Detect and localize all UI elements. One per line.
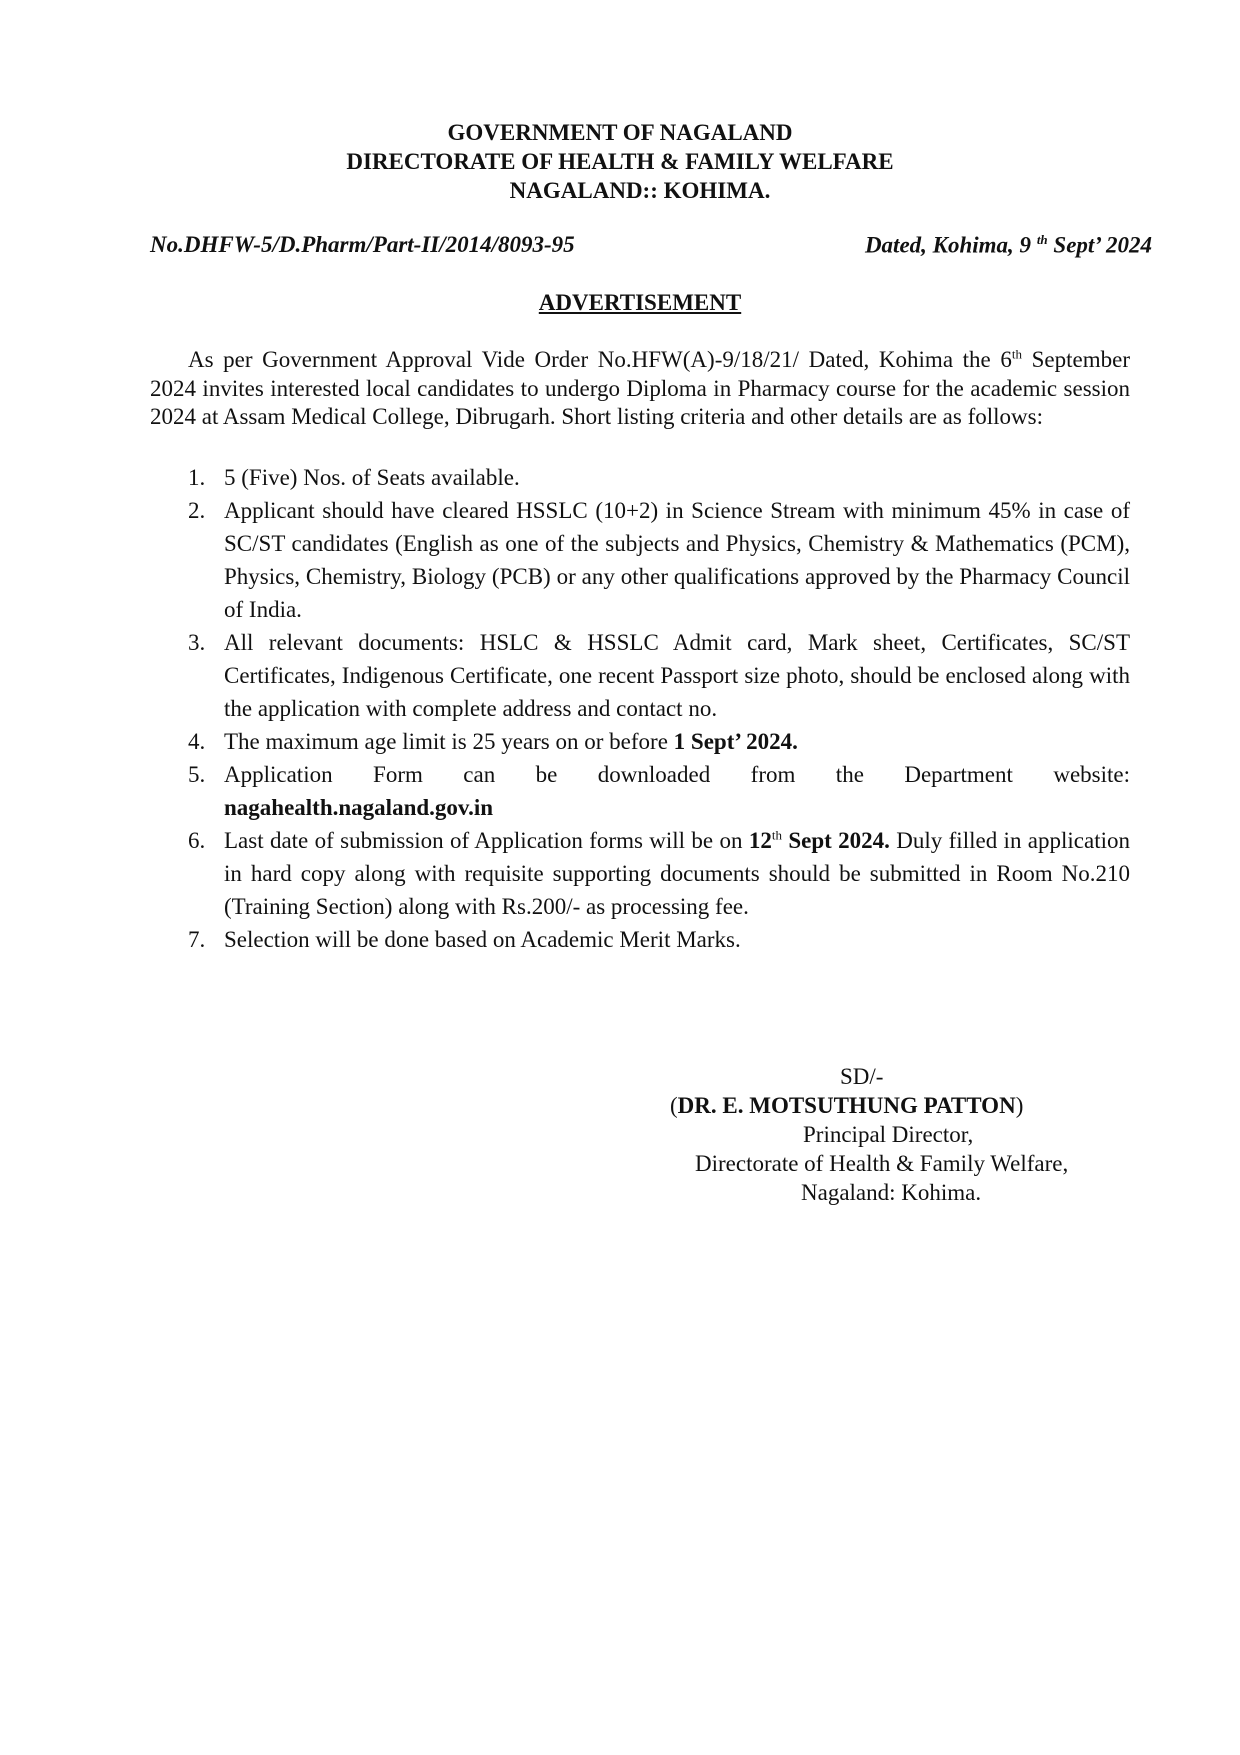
list-item: 6. Last date of submission of Application forms will be on 12th Sept 2024. Duly filled in application in hard copy along with requisite supporting documents should be submitted in Room No.210 (Training Section) along with Rs.200/- as processing fee. [188,827,1130,919]
reference-line [150,232,1152,259]
list-item: 3. All relevant documents: HSLC & HSSLC Admit card, Mark sheet, Certificates, SC/ST Certificates, Indigenous Certificate, one recent Passport size photo, should be enclosed along with the application with complete address and contact no. [188,630,1130,721]
signatory-name: (DR. E. MOTSUTHUNG PATTON) [670,1093,1024,1118]
letterhead [0,118,1240,205]
criteria-list [150,461,1130,956]
list-item: 1. 5 (Five) Nos. of Seats available. [188,465,520,490]
signatory-department: Directorate of Health & Family Welfare, [695,1151,1069,1176]
signatory-designation: Principal Director, [803,1122,974,1147]
header-government: GOVERNMENT OF NAGALAND [447,120,793,145]
signatory-place: Nagaland: Kohima. [801,1180,982,1205]
list-item: 7. Selection will be done based on Academic Merit Marks. [188,927,741,952]
list-item: 2. Applicant should have cleared HSSLC (10+2) in Science Stream with minimum 45% in case of SC/ST candidates (English as one of the subjects and Physics, Chemistry & Mathematics (PCM), Physics, Chemistry, Biology (PCB) or any other qualifications approved by the Pharmacy Council of India. [188,498,1130,622]
reference-number: No.DHFW-5/D.Pharm/Part-II/2014/8093-95 [150,232,575,257]
intro-paragraph: As per Government Approval Vide Order No.HFW(A)-9/18/21/ Dated, Kohima the 6th September 2024 invites interested local candidates to undergo Diploma in Pharmacy course for the academic session 2024 at Assam Medical College, Dibrugarh. Short listing criteria and other details are as follows: [150,346,1130,429]
list-item: 5. Application Form can be downloaded from the Department website: nagahealth.nagaland.gov.in [188,762,1130,820]
header-directorate: DIRECTORATE OF HEALTH & FAMILY WELFARE [346,149,894,174]
page-title: ADVERTISEMENT [538,290,742,315]
reference-date: Dated, Kohima, 9 $^{th}$ Sept’ 2024 [864,232,1152,258]
header-location: NAGALAND:: KOHIMA. [509,178,771,203]
signature-block [600,1062,1140,1207]
department-website: nagahealth.nagaland.gov.in [224,795,494,820]
signature-mark: SD/- [840,1064,884,1089]
list-item: 4. The maximum age limit is 25 years on or before 1 Sept’ 2024. [188,729,798,754]
